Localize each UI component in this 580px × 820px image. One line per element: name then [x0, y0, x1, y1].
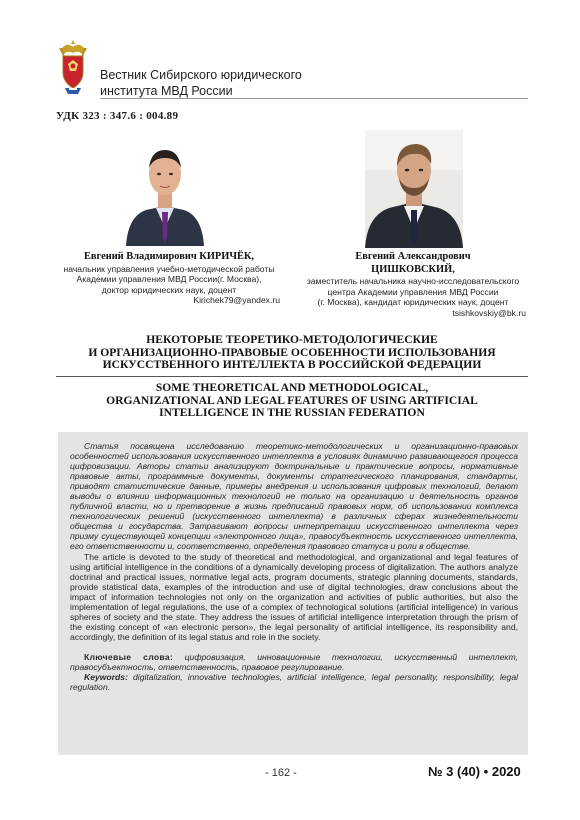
author-1-affiliation-line-2: Академии управления МВД России(г. Москва),: [76, 274, 262, 285]
author-1-email[interactable]: Kirichek79@yandex.ru: [193, 295, 280, 306]
abstract-box: [58, 432, 528, 755]
author-1-photo: [122, 132, 208, 246]
author-1-affiliation-line-1: начальник управления учебно-методической работы: [63, 263, 275, 274]
title-ru-line-1: НЕКОТОРЫЕ ТЕОРЕТИКО-МЕТОДОЛОГИЧЕСКИЕ: [146, 333, 438, 346]
journal-title: [100, 67, 302, 99]
author-2-email[interactable]: tsishkovskiy@bk.ru: [452, 307, 526, 318]
author-2-name-line-2: ЦИШКОВСКИЙ,: [371, 263, 455, 275]
keywords-en: [70, 672, 518, 692]
title-ru-line-2: И ОРГАНИЗАЦИОННО-ПРАВОВЫЕ ОСОБЕННОСТИ ИСПОЛЬЗОВАНИЯ: [88, 345, 496, 359]
author-2-block: [300, 251, 526, 318]
article-title-en: [56, 382, 528, 420]
keywords-ru: [70, 652, 518, 672]
keywords-ru-text: цифровизация, инновационные технологии, искусственный интеллект, правосубъектность, ответственность, правовое регулирование.: [70, 651, 518, 672]
title-en-line-2: ORGANIZATIONAL AND LEGAL FEATURES OF USING ARTIFICIAL: [106, 393, 478, 407]
keywords-en-label: Keywords:: [84, 672, 128, 683]
keywords-ru-label: Ключевые слова:: [84, 651, 174, 662]
abstract-en: The article is devoted to the study of theoretical and methodological, and organizational and legal features of using artificial intelligence in the conditions of a dynamically developing process of digitalization. The authors analyze doctrinal and practical issues, normative legal acts, program documents, strategic planning documents, standards, provide statistical data, examples of the introduction and use of digital technologies, draw conclusions about the impact of information technologies not only on the organization and activities of public authorities, but also the implementation of legal regulations, the use of a complex of technological solutions (artificial intelligence) in various spheres of society and the state. They address the issues of artificial intelligence interpretation through the prism of the existing concept of «an electronic person», the legal personality of artificial intelligence, its responsibility and, accordingly, the definition of its legal status and role in the society.: [70, 551, 518, 642]
journal-title-line-2: института МВД России: [100, 84, 233, 98]
author-2-name-line-1: Евгений Александрович: [355, 251, 471, 262]
author-2-affiliation-line-1: заместитель начальника научно-исследовательского: [306, 276, 520, 286]
udk-code: УДК 323 : 347.6 : 004.89: [56, 110, 179, 122]
page-number: - 162 -: [265, 767, 297, 779]
keywords-en-text: digitalization, innovative technologies, artificial intelligence, legal personality, responsibility, legal regulation.: [70, 672, 519, 693]
author-2-affiliation-line-3: (г. Москва), кандидат юридических наук, доцент: [317, 297, 509, 308]
author-2-affiliation-line-2: центра Академии управления МВД России: [327, 286, 499, 297]
police-emblem-icon: [56, 38, 90, 96]
article-title-ru: [56, 334, 528, 372]
title-divider: [56, 376, 528, 377]
issue-number: № 3 (40) • 2020: [428, 764, 521, 779]
abstract-ru: Статья посвящена исследованию теоретико-методологических и организационно-правовых особенностей использования искусственного интеллекта в условиях динамично развивающегося процесса цифровизации. Авторы статьи анализируют доктринальные и практические вопросы, нормативные правовые акты, программные документы, документы стратегического планирования, стандарты, приводят статистические данные, примеры внедрения и использования цифровых технологий, делают выводы о влиянии информационных технологий не только на организацию и деятельность органов публичной власти, но и претворение в жизнь предписаний правовых норм, об использовании комплекса технологических решений (искусственного интеллекта) в различных сферах жизнедеятельности общества и государства. Затрагивают вопросы интерпретации искусственного интеллекта через призму существующей концепции «электронного лица», правосубъектность искусственного интеллекта, его ответственности и, соответственно, определения правового статуса и роли в обществе.: [70, 441, 518, 552]
header-divider: [100, 98, 528, 99]
title-en-line-3: INTELLIGENCE IN THE RUSSIAN FEDERATION: [159, 406, 425, 420]
title-en-line-1: SOME THEORETICAL AND METHODOLOGICAL,: [155, 381, 429, 394]
author-2-photo: [365, 130, 463, 248]
author-1-name: Евгений Владимирович КИРИЧЁК,: [83, 251, 255, 262]
journal-title-line-1: Вестник Сибирского юридического: [100, 68, 302, 82]
author-1-affiliation-line-3: доктор юридических наук, доцент: [101, 284, 237, 295]
author-1-block: [58, 251, 280, 306]
title-ru-line-3: ИСКУССТВЕННОГО ИНТЕЛЛЕКТА В РОССИЙСКОЙ ФЕДЕРАЦИИ: [102, 358, 482, 372]
